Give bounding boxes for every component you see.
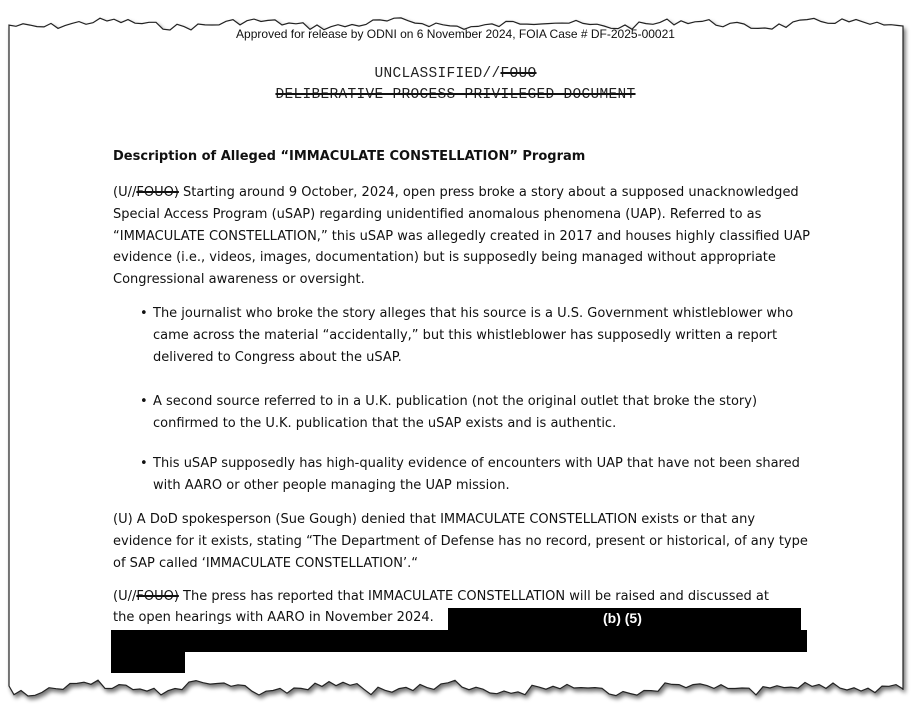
marking-prefix: (U//	[113, 185, 137, 200]
classification-prefix: UNCLASSIFIED//	[374, 66, 501, 82]
redaction-block	[111, 651, 185, 673]
redaction-block	[111, 630, 807, 652]
document-title: Description of Alleged “IMMACULATE CONSTELLATION” Program	[113, 149, 586, 164]
bullet-dot: •	[140, 456, 148, 471]
caveat-struck: DELIBERATIVE PROCESS PRIVILEGED DOCUMENT	[275, 87, 636, 103]
marking-prefix: (U//	[113, 589, 137, 604]
paragraph-2: (U) A DoD spokesperson (Sue Gough) denied that IMMACULATE CONSTELLATION exists or that any evidence for it exists, stating “The Department of Defense has no record, present or historical, of any type of SAP called ‘IMMACULATE CONSTELLATION’.“	[113, 512, 808, 571]
bullet-item	[140, 303, 813, 368]
caveat-banner	[0, 87, 911, 103]
bullet-text: The journalist who broke the story alleges that his source is a U.S. Government whistleblower who came across the material “accidentally,” but this whistleblower has supposedly written a report delivered to Congress about the uSAP.	[153, 306, 794, 365]
paragraph-1	[113, 182, 813, 291]
marking-struck: FOUO)	[136, 589, 179, 604]
paragraph-3-line-1	[113, 586, 813, 608]
redaction-exemption-label: (b) (5)	[603, 610, 642, 626]
marking-struck: FOUO)	[136, 185, 179, 200]
bullet-item	[140, 453, 813, 497]
paragraph-1-text: Starting around 9 October, 2024, open press broke a story about a supposed unacknowledged Special Access Program (uSAP) regarding unidentified anomalous phenomena (UAP). Referred to as “IMMACULATE CONSTELLATION,” this uSAP was allegedly created in 2017 and houses highly classified UAP evidence (i.e., videos, images, documentation) but is supposedly being managed without appropriate Congressional awareness or oversight.	[113, 185, 810, 288]
bullet-dot: •	[140, 394, 148, 409]
release-notice: Approved for release by ODNI on 6 November 2024, FOIA Case # DF-2025-00021	[236, 27, 675, 41]
bullet-text: This uSAP supposedly has high-quality evidence of encounters with UAP that have not been shared with AARO or other people managing the UAP mission.	[153, 456, 800, 493]
paragraph-3-text: The press has reported that IMMACULATE CONSTELLATION will be raised and discussed at	[178, 589, 769, 604]
bullet-item	[140, 391, 813, 435]
bullet-text: A second source referred to in a U.K. publication (not the original outlet that broke the story) confirmed to the U.K. publication that the uSAP exists and is authentic.	[153, 394, 758, 431]
paragraph-3-line-2: the open hearings with AARO in November 2024.	[113, 610, 434, 625]
bullet-dot: •	[140, 306, 148, 321]
classification-banner	[0, 66, 911, 82]
classification-struck: FOUO	[500, 66, 537, 82]
